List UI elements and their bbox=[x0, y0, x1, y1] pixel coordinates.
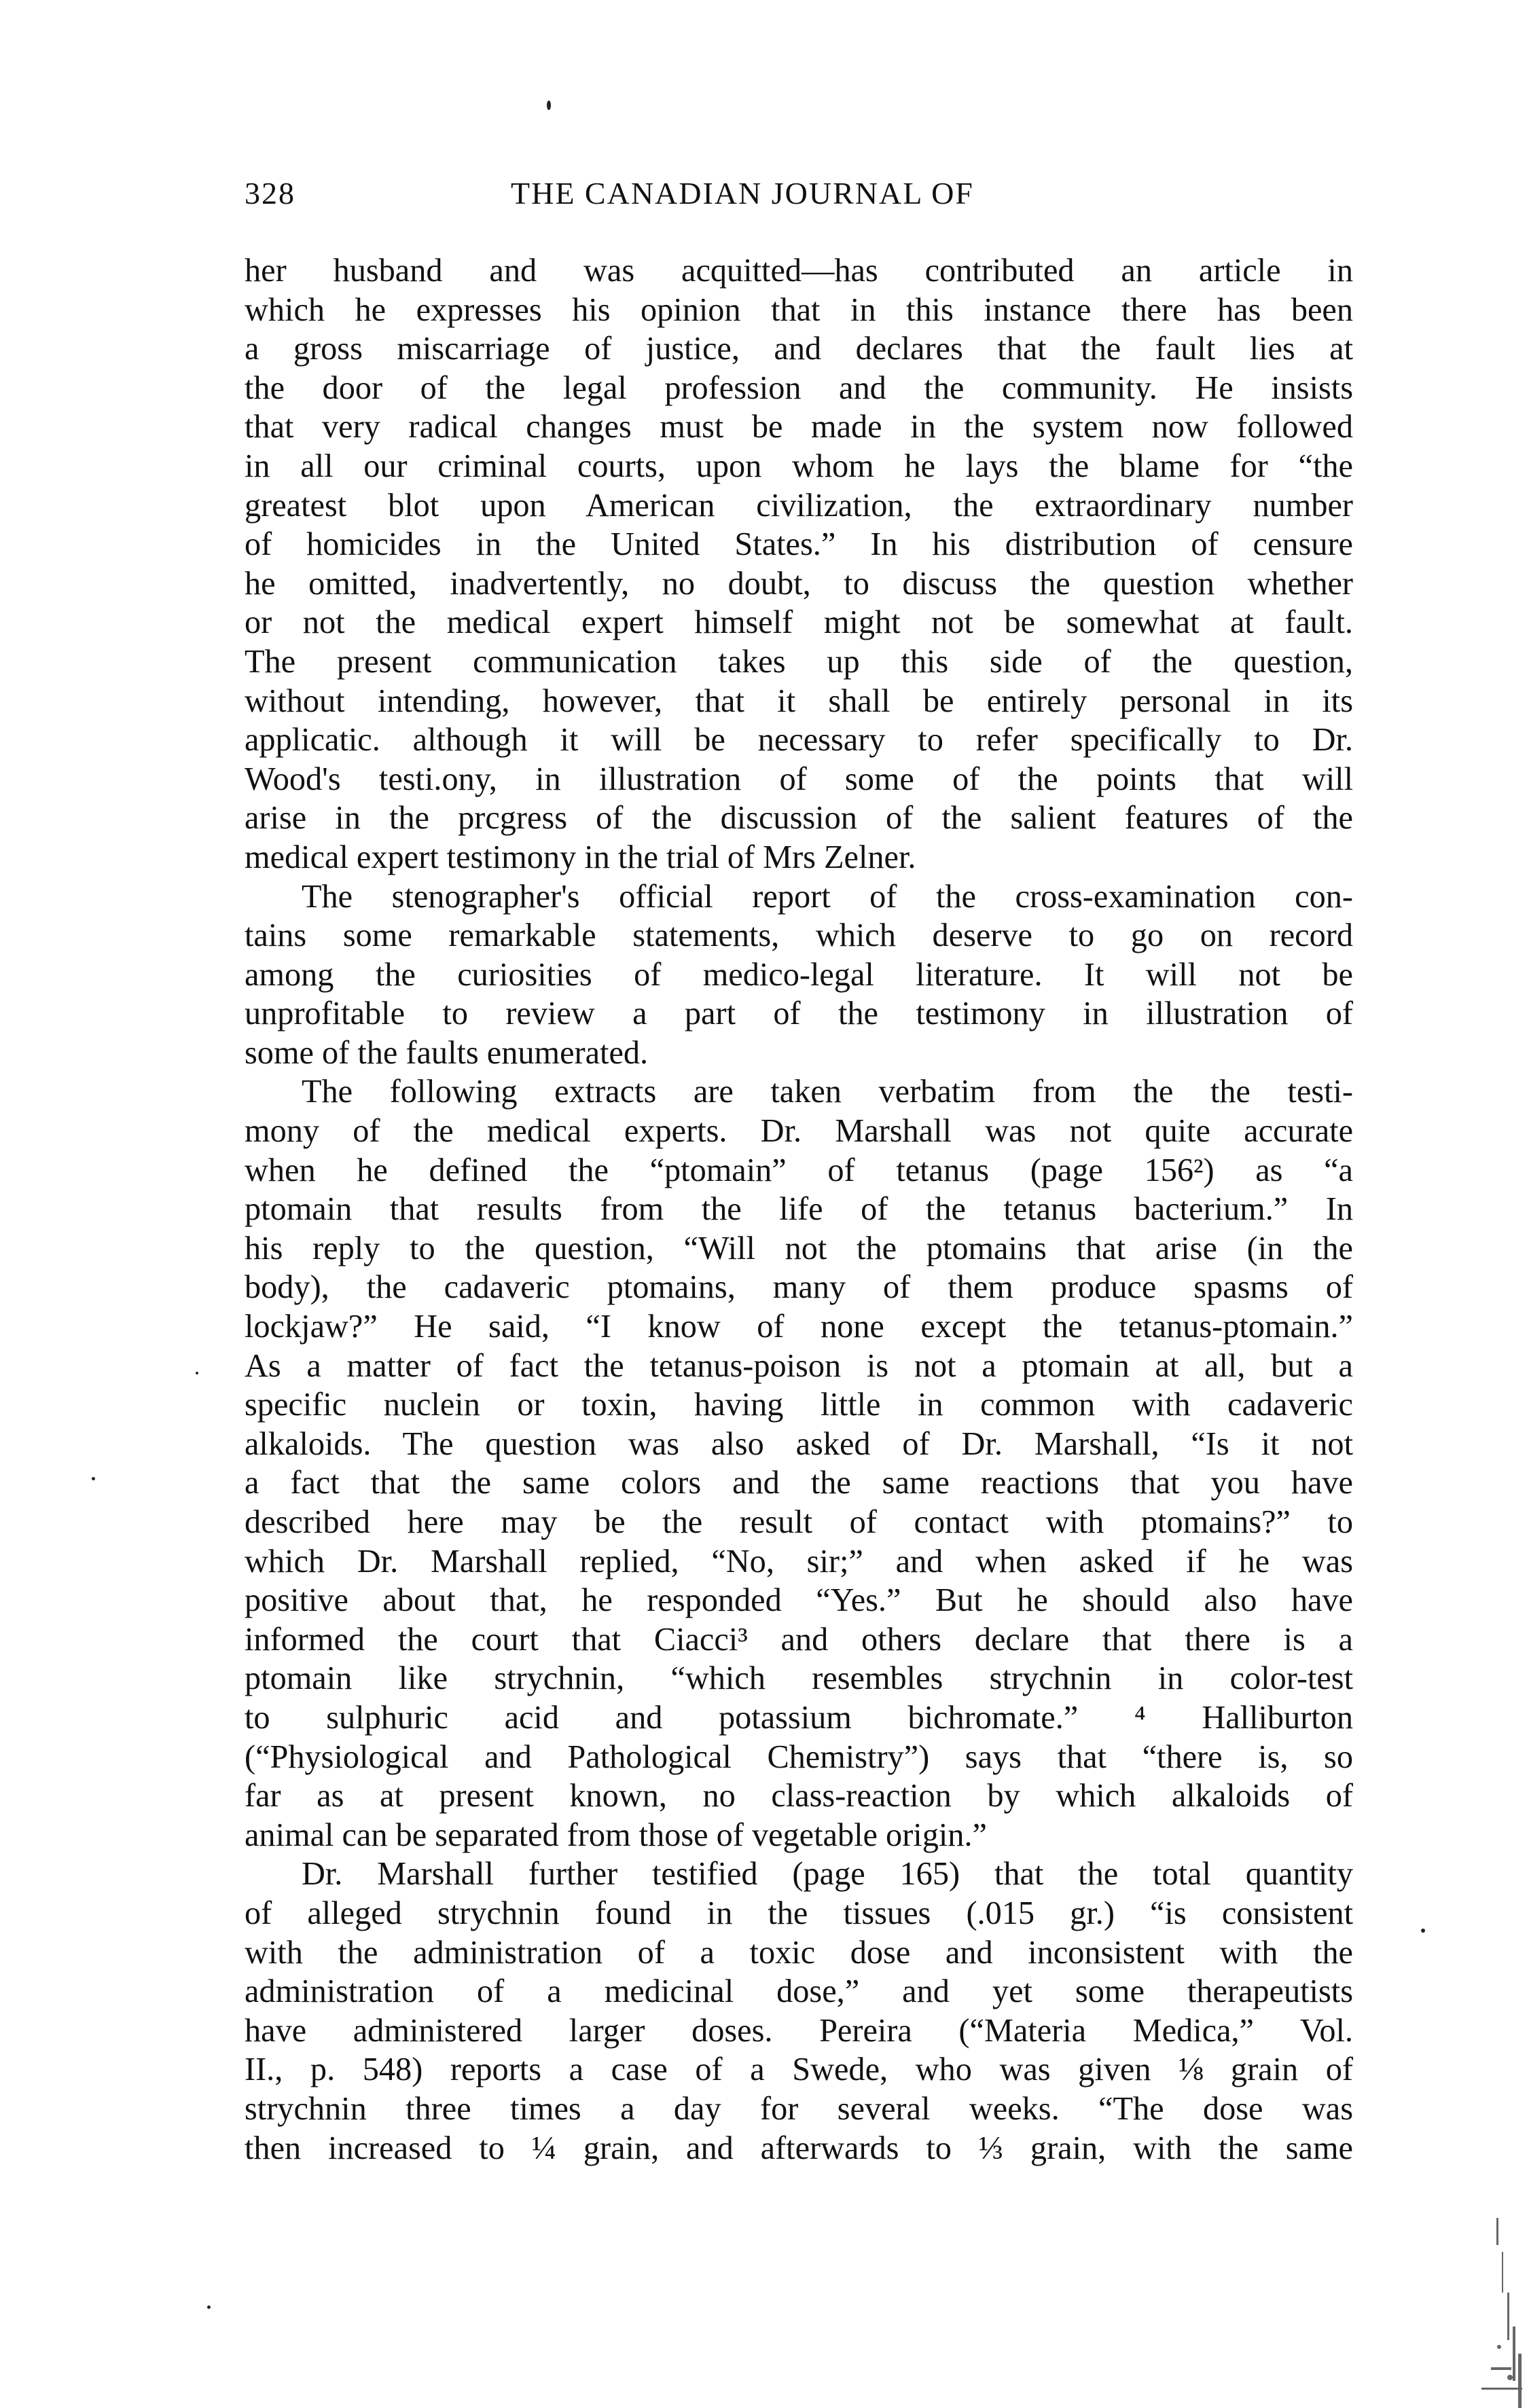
text-line: which Dr. Marshall replied, “No, sir;” and when asked if he was bbox=[245, 1543, 1353, 1580]
text-line: strychnin three times a day for several weeks. “The dose was bbox=[245, 2090, 1353, 2127]
paragraph-4 bbox=[245, 1855, 1353, 2168]
text-line: (“Physiological and Pathological Chemistry”) says that “there is, so bbox=[245, 1738, 1353, 1775]
text-line: ptomain that results from the life of the tetanus bacterium.” In bbox=[245, 1191, 1353, 1228]
text-line: As a matter of fact the tetanus-poison is not a ptomain at all, but a bbox=[245, 1347, 1353, 1384]
text-line: tains some remarkable statements, which deserve to go on record bbox=[245, 917, 1353, 954]
text-line: far as at present known, no class-reaction by which alkaloids of bbox=[245, 1778, 1353, 1814]
text-line: informed the court that Ciacci³ and others declare that there is a bbox=[245, 1621, 1353, 1658]
text-line: with the administration of a toxic dose and inconsistent with the bbox=[245, 1934, 1353, 1971]
text-line: mony of the medical experts. Dr. Marshall was not quite accurate bbox=[245, 1113, 1353, 1150]
text-line: alkaloids. The question was also asked of Dr. Marshall, “Is it not bbox=[245, 1425, 1353, 1462]
text-line: applicatic. although it will be necessary to refer specifically to Dr. bbox=[245, 722, 1353, 759]
paragraph-2 bbox=[245, 877, 1353, 1073]
text-line: to sulphuric acid and potassium bichromate.” ⁴ Halliburton bbox=[245, 1699, 1353, 1736]
text-line: among the curiosities of medico-legal literature. It will not be bbox=[245, 956, 1353, 993]
scan-speck bbox=[1421, 1929, 1425, 1933]
text-line: ptomain like strychnin, “which resembles strychnin in color-test bbox=[245, 1660, 1353, 1697]
text-line: her husband and was acquitted—has contributed an article in bbox=[245, 253, 1353, 289]
text-line: of alleged strychnin found in the tissues (.015 gr.) “is consistent bbox=[245, 1895, 1353, 1931]
text-line: specific nuclein or toxin, having little in common with cadaveric bbox=[245, 1387, 1353, 1423]
text-line: positive about that, he responded “Yes.” But he should also have bbox=[245, 1582, 1353, 1619]
text-line: have administered larger doses. Pereira (“Materia Medica,” Vol. bbox=[245, 2012, 1353, 2049]
text-line: when he defined the “ptomain” of tetanus (page 156²) as “a bbox=[245, 1152, 1353, 1188]
text-line: described here may be the result of contact with ptomains?” to bbox=[245, 1504, 1353, 1540]
text-line: administration of a medicinal dose,” and yet some therapeutists bbox=[245, 1973, 1353, 2010]
text-line: a fact that the same colors and the same reactions that you have bbox=[245, 1465, 1353, 1501]
running-head: THE CANADIAN JOURNAL OF bbox=[511, 176, 974, 211]
text-line: body), the cadaveric ptomains, many of them produce spasms of bbox=[245, 1269, 1353, 1306]
text-line: his reply to the question, “Will not the ptomains that arise (in the bbox=[245, 1230, 1353, 1266]
page-header bbox=[245, 175, 1353, 223]
scan-speck bbox=[196, 1372, 198, 1374]
text-line: then increased to ¼ grain, and afterwards to ⅓ grain, with the same bbox=[245, 2130, 1353, 2166]
text-line: lockjaw?” He said, “I know of none except the tetanus-ptomain.” bbox=[245, 1309, 1353, 1345]
text-line: of homicides in the United States.” In his distribution of censure bbox=[245, 526, 1353, 563]
scan-speck bbox=[207, 2305, 211, 2309]
text-line: arise in the prcgress of the discussion of the salient features of the bbox=[245, 800, 1353, 837]
paragraph-1 bbox=[245, 251, 1353, 877]
text-line: a gross miscarriage of justice, and declares that the fault lies at bbox=[245, 331, 1353, 367]
text-line: The stenographer's official report of the cross-examination con- bbox=[302, 878, 1353, 915]
text-line: without intending, however, that it shall be entirely personal in its bbox=[245, 682, 1353, 719]
text-line: The present communication takes up this side of the question, bbox=[245, 643, 1353, 680]
scan-speck bbox=[547, 101, 551, 110]
text-line: animal can be separated from those of vegetable origin.” bbox=[245, 1817, 987, 1853]
text-line: some of the faults enumerated. bbox=[245, 1034, 649, 1071]
text-line: the door of the legal profession and the community. He insists bbox=[245, 369, 1353, 406]
scan-speck bbox=[92, 1477, 95, 1480]
text-line: unprofitable to review a part of the testimony in illustration of bbox=[245, 996, 1353, 1032]
text-line: medical expert testimony in the trial of Mrs Zelner. bbox=[245, 839, 916, 875]
text-line: The following extracts are taken verbatim from the the testi- bbox=[302, 1074, 1353, 1110]
text-line: or not the medical expert himself might not be somewhat at fault. bbox=[245, 604, 1353, 641]
paragraph-3 bbox=[245, 1072, 1353, 1855]
text-line: that very radical changes must be made in the system now followed bbox=[245, 409, 1353, 445]
text-line: greatest blot upon American civilization, the extraordinary number bbox=[245, 487, 1353, 524]
text-line: Dr. Marshall further testified (page 165) that the total quantity bbox=[302, 1856, 1353, 1893]
text-line: Wood's testi.ony, in illustration of some of the points that will bbox=[245, 761, 1353, 797]
text-line: he omitted, inadvertently, no doubt, to discuss the question whether bbox=[245, 565, 1353, 602]
page-number: 328 bbox=[245, 176, 295, 211]
text-line: II., p. 548) reports a case of a Swede, who was given ⅛ grain of bbox=[245, 2051, 1353, 2088]
text-line: in all our criminal courts, upon whom he lays the blame for “the bbox=[245, 448, 1353, 484]
text-line: which he expresses his opinion that in this instance there has been bbox=[245, 291, 1353, 328]
page-edge-scan-marks bbox=[1434, 2191, 1529, 2408]
body-text bbox=[245, 251, 1353, 2168]
